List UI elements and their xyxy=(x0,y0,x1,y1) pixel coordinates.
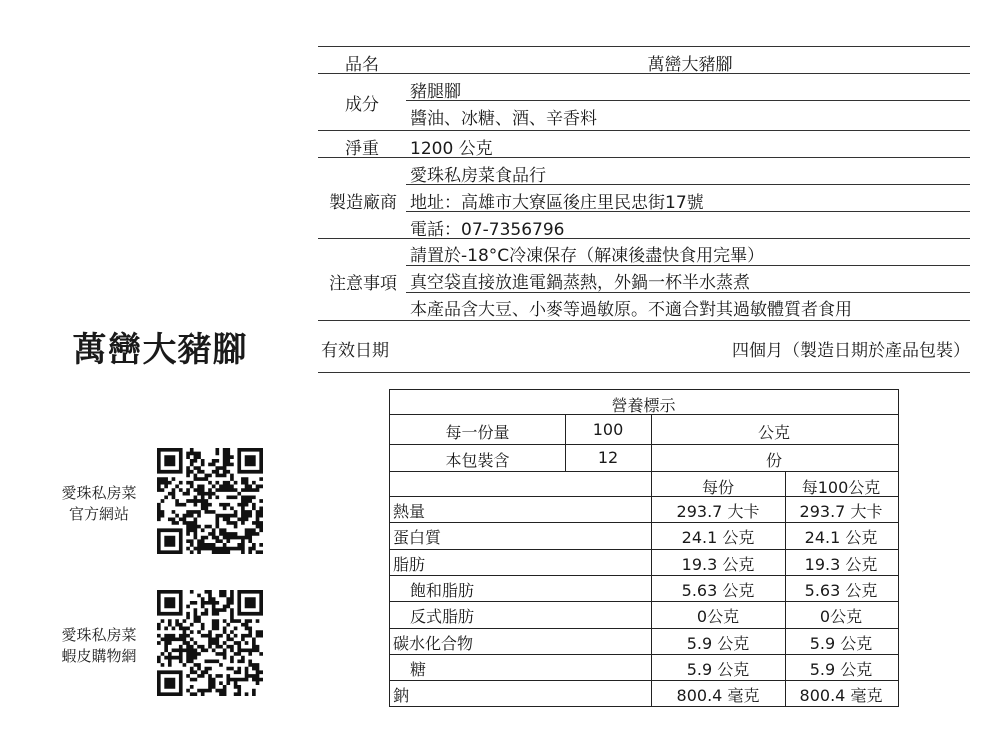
nutrition-rule xyxy=(390,628,898,629)
nutrition-rule xyxy=(390,575,898,576)
nutrient-name: 碳水化合物 xyxy=(393,633,474,653)
nutrition-rule xyxy=(390,680,898,681)
nutrient-per-serving: 800.4 毫克 xyxy=(676,686,760,706)
spec-ingredient-line: 醬油、冰糖、酒、辛香料 xyxy=(410,109,597,129)
nutrition-rule xyxy=(565,414,566,471)
spec-expiry-label: 有效日期 xyxy=(321,341,389,361)
nutrient-per-serving: 293.7 大卡 xyxy=(676,502,760,521)
nutrition-rule xyxy=(390,471,898,472)
nutrient-name: 熱量 xyxy=(393,502,426,521)
spec-rule xyxy=(318,372,970,373)
qr-code-official-site[interactable] xyxy=(157,448,263,554)
servings-per-pack-label: 本包裝含 xyxy=(445,451,510,470)
nutrient-per-100g: 293.7 大卡 xyxy=(799,502,883,521)
nutrient-per-100g: 5.9 公克 xyxy=(809,633,873,653)
nutrient-per-100g: 0公克 xyxy=(819,607,863,627)
nutrient-name: 糖 xyxy=(410,659,427,679)
nutrient-name: 脂肪 xyxy=(393,554,426,574)
nutrient-name: 飽和脂肪 xyxy=(410,580,475,600)
spec-note-line: 本產品含大豆、小麥等過敏原。不適合對其過敏體質者食用 xyxy=(410,300,852,320)
serving-size-value: 100 xyxy=(592,420,624,439)
spec-rule xyxy=(318,320,970,321)
nutrient-name: 反式脂肪 xyxy=(410,607,475,627)
nutrition-title: 營養標示 xyxy=(611,396,676,415)
servings-per-pack-unit: 份 xyxy=(765,451,782,470)
spec-maker-label: 製造廠商 xyxy=(329,193,397,213)
spec-rule xyxy=(406,292,970,293)
column-per-serving: 每份 xyxy=(701,478,734,497)
nutrient-per-serving: 5.63 公克 xyxy=(681,580,755,600)
nutrient-per-serving: 0公克 xyxy=(696,607,740,627)
qr-label-shopee: 愛珠私房菜 蝦皮購物網 xyxy=(61,626,137,665)
spec-rule xyxy=(318,238,970,239)
nutrient-per-100g: 5.9 公克 xyxy=(809,659,873,679)
nutrient-per-100g: 19.3 公克 xyxy=(804,554,878,574)
nutrient-per-100g: 24.1 公克 xyxy=(804,528,878,548)
nutrition-rule xyxy=(390,549,898,550)
spec-expiry-value: 四個月（製造日期於產品包裝） xyxy=(732,341,970,361)
spec-maker-line: 愛珠私房菜食品行 xyxy=(410,166,546,186)
nutrient-name: 蛋白質 xyxy=(393,528,442,548)
nutrition-rule xyxy=(390,496,898,497)
column-per-100g: 每100公克 xyxy=(801,478,881,497)
spec-name-label: 品名 xyxy=(345,55,379,75)
nutrient-per-100g: 5.63 公克 xyxy=(804,580,878,600)
nutrient-name: 鈉 xyxy=(393,686,410,706)
spec-ingredients-label: 成分 xyxy=(345,95,379,115)
serving-size-label: 每一份量 xyxy=(445,423,510,442)
qr-label-official-site: 愛珠私房菜 官方網站 xyxy=(61,484,137,523)
spec-weight-label: 淨重 xyxy=(345,139,379,159)
spec-note-line: 真空袋直接放進電鍋蒸熱，外鍋一杯半水蒸煮 xyxy=(410,273,750,293)
spec-rule xyxy=(318,130,970,131)
nutrient-per-serving: 19.3 公克 xyxy=(681,554,755,574)
spec-maker-line: 地址：高雄市大寮區後庄里民忠街17號 xyxy=(410,193,704,213)
nutrient-per-serving: 5.9 公克 xyxy=(686,659,750,679)
spec-rule xyxy=(318,157,970,158)
spec-maker-line: 電話：07-7356796 xyxy=(410,220,565,240)
nutrient-per-serving: 24.1 公克 xyxy=(681,528,755,548)
nutrient-per-100g: 800.4 毫克 xyxy=(799,686,883,706)
spec-rule xyxy=(406,100,970,101)
spec-ingredient-line: 豬腿腳 xyxy=(410,82,461,102)
spec-note-line: 請置於-18°C冷凍保存（解凍後盡快食用完畢） xyxy=(410,246,765,266)
nutrient-per-serving: 5.9 公克 xyxy=(686,633,750,653)
nutrition-rule xyxy=(390,414,898,415)
servings-per-pack-value: 12 xyxy=(597,448,619,467)
spec-weight-value: 1200 公克 xyxy=(410,139,493,159)
spec-rule xyxy=(406,211,970,212)
serving-size-unit: 公克 xyxy=(757,423,790,442)
spec-rule xyxy=(406,184,970,185)
spec-rule xyxy=(318,73,970,74)
nutrition-rule xyxy=(390,654,898,655)
nutrition-rule xyxy=(390,601,898,602)
nutrition-rule xyxy=(651,414,652,471)
nutrition-rule xyxy=(390,522,898,523)
nutrition-rule xyxy=(390,444,898,445)
product-title: 萬巒大豬腳 xyxy=(72,330,248,370)
spec-name-value: 萬巒大豬腳 xyxy=(647,55,733,75)
spec-notes-label: 注意事項 xyxy=(329,274,397,294)
qr-code-shopee[interactable] xyxy=(157,590,263,696)
spec-rule xyxy=(406,265,970,266)
nutrition-table xyxy=(389,389,899,707)
spec-rule xyxy=(318,46,970,47)
